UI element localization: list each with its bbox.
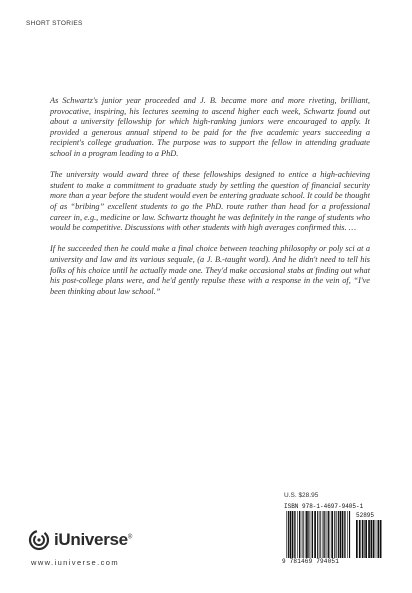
barcode-bar — [290, 511, 292, 558]
iuniverse-swirl-icon — [28, 529, 50, 551]
barcode-bar — [347, 511, 348, 558]
book-category: SHORT STORIES — [26, 20, 83, 27]
blurb-paragraph: The university would award three of these fellowships designed to entice a high-achieving student to make a commitment to graduate study by settling the question of financial security more than a year before the student would even be entering graduate school. It could be thought of as “bribing” excellent students to go the PhD. route rather than head for a professional career in, e.g., medicine or law. Schwartz thought he was definitely in the range of students who would be competitive. Discussions with other students with high averages confirmed this. … — [50, 170, 370, 233]
price-label: U.S. $28.95 — [284, 492, 319, 499]
barcode-bar — [359, 520, 361, 558]
barcode-bar — [331, 511, 333, 558]
barcode-bar — [334, 511, 335, 558]
isbn-barcode — [282, 503, 386, 567]
barcode-bar — [345, 511, 346, 558]
blurb-paragraph: If he succeeded then he could make a final choice between teaching philosophy or poly sci at a university and law and its various sequale, (a J. B.-taught word). And he didn't need to tell his folks of his choice until he actually made one. They'd make occasional stabs at finding out what his post-college plans were, and he'd gently repulse these with a response in the vein of, “I've been thinking about law school.” — [50, 244, 370, 296]
barcode-bar — [371, 520, 373, 558]
barcode-bar — [308, 511, 309, 558]
barcode-bar — [330, 511, 331, 558]
barcode-digits: 9 781469 794051 — [282, 558, 340, 565]
barcode-bar — [314, 511, 316, 558]
barcode-addon-digits: 52895 — [356, 512, 375, 519]
barcode-bar — [340, 511, 342, 558]
barcode-bar — [303, 511, 304, 558]
barcode-bar — [286, 511, 287, 558]
barcode-main-bars — [286, 511, 352, 558]
barcode-addon-bars — [356, 520, 384, 558]
barcode-bar — [365, 520, 367, 558]
barcode-bar — [356, 520, 358, 558]
barcode-bar — [322, 511, 323, 558]
barcode-bar — [380, 520, 382, 558]
barcode-bar — [362, 520, 364, 558]
publisher-logo — [28, 529, 132, 551]
barcode-bar — [295, 511, 296, 558]
back-cover-blurb — [50, 96, 370, 308]
barcode-bar — [373, 520, 375, 558]
barcode-bar — [311, 511, 312, 558]
barcode-bar — [342, 511, 343, 558]
publisher-url: www.iuniverse.com — [31, 558, 119, 567]
barcode-bar — [323, 511, 324, 558]
barcode-bar — [317, 511, 318, 558]
barcode-bar — [349, 511, 350, 558]
barcode-bar — [338, 511, 339, 558]
barcode-bar — [305, 511, 306, 558]
barcode-bar — [376, 520, 377, 558]
barcode-bar — [364, 520, 365, 558]
barcode-bar — [368, 520, 370, 558]
barcode-bar — [328, 511, 329, 558]
barcode-bar — [320, 511, 321, 558]
barcode-bar — [294, 511, 295, 558]
barcode-bar — [378, 520, 380, 558]
barcode-bar — [327, 511, 328, 558]
barcode-bar — [306, 511, 308, 558]
barcode-bar — [292, 511, 293, 558]
isbn-number: ISBN 978-1-4697-9405-1 — [284, 503, 364, 510]
barcode-bar — [312, 511, 313, 558]
barcode-bar — [288, 511, 289, 558]
barcode-bar — [336, 511, 337, 558]
barcode-bar — [297, 511, 298, 558]
barcode-bar — [301, 511, 302, 558]
publisher-name: iUniverse® — [54, 530, 132, 549]
barcode-bar — [344, 511, 345, 558]
barcode-bar — [324, 511, 325, 558]
barcode-bar — [299, 511, 300, 558]
blurb-paragraph: As Schwartz's junior year proceeded and J. B. became more and more riveting, brilliant, provocative, inspiring, his lectures seeming to ascend higher each week, Schwartz found out about a university fellowship for which high-ranking juniors were encouraged to apply. It provided a generous annual stipend to be paid for the five academic years succeeding a recipient's college graduation. The purpose was to support the fellow in attending graduate school in a program leading to a PhD. — [50, 96, 370, 158]
